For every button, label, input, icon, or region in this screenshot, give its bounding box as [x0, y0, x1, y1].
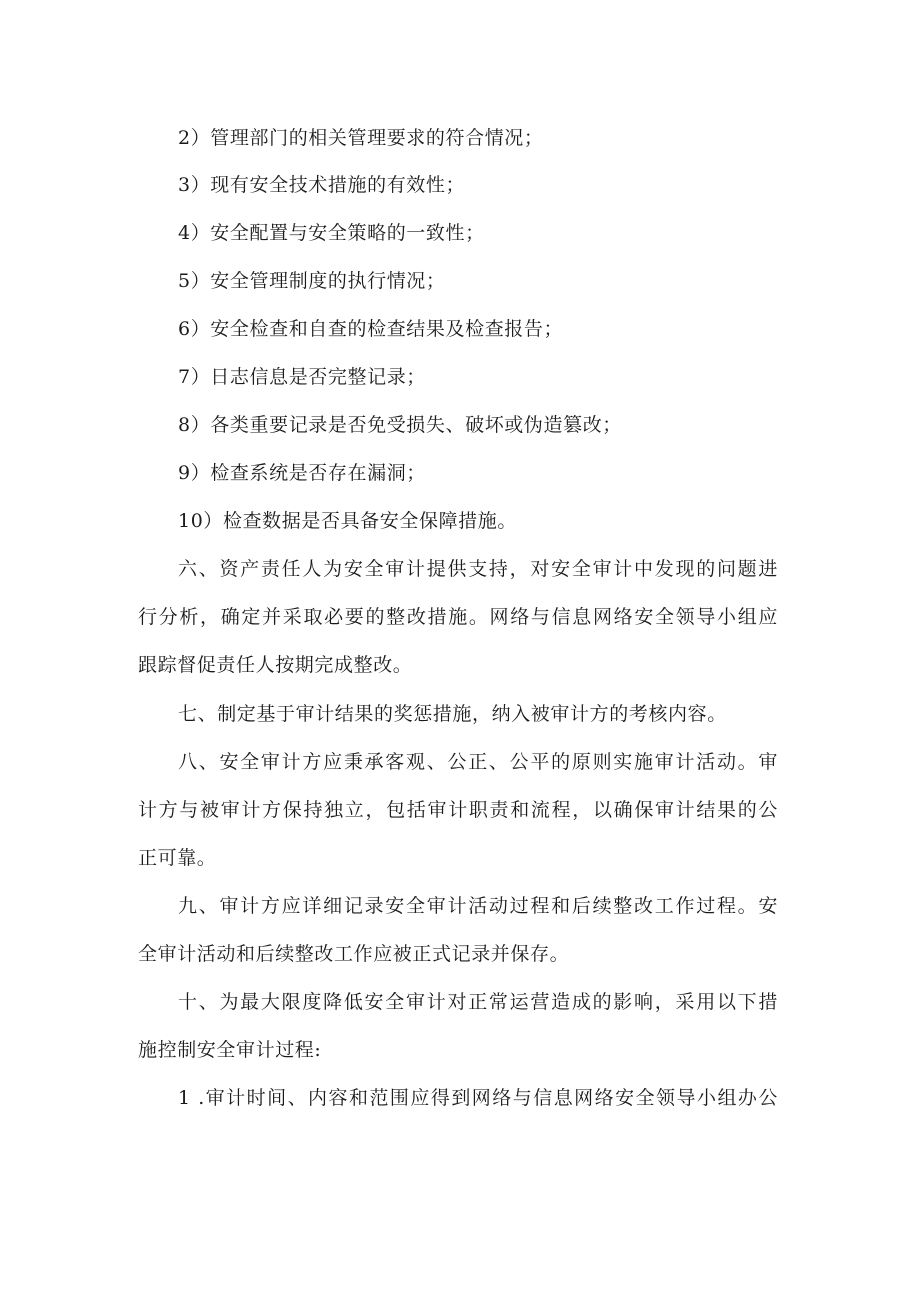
paragraph-ten-line-2: 施控制安全审计过程:	[138, 1039, 322, 1061]
paragraph-eight-line-3: 正可靠。	[138, 847, 217, 869]
paragraph-nine-line-1: 九、审计方应详细记录安全审计活动过程和后续整改工作过程。安	[178, 895, 778, 917]
paragraph-ten-line-1: 十、为最大限度降低安全审计对正常运营造成的影响，采用以下措	[178, 991, 778, 1013]
paragraph-eight-line-1: 八、安全审计方应秉承客观、公正、公平的原则实施审计活动。审	[178, 751, 778, 773]
list-item-9: 9）检查系统是否存在漏洞；	[178, 462, 426, 484]
list-item-8: 8）各类重要记录是否免受损失、破坏或伪造篡改；	[178, 414, 622, 436]
list-item-2: 2）管理部门的相关管理要求的符合情况；	[178, 127, 544, 149]
paragraph-eight-line-2: 计方与被审计方保持独立，包括审计职责和流程，以确保审计结果的公	[138, 799, 778, 821]
list-item-10: 10）检查数据是否具备安全保障措施。	[178, 510, 517, 532]
list-item-4: 4）安全配置与安全策略的一致性；	[178, 222, 485, 244]
list-item-7: 7）日志信息是否完整记录；	[178, 366, 426, 388]
paragraph-six-line-1: 六、资产责任人为安全审计提供支持，对安全审计中发现的问题进	[178, 558, 778, 580]
list-item-6: 6）安全检查和自查的检查结果及检查报告；	[178, 318, 564, 340]
paragraph-seven: 七、制定基于审计结果的奖惩措施，纳入被审计方的考核内容。	[178, 703, 727, 725]
paragraph-six-line-3: 跟踪督促责任人按期完成整改。	[138, 654, 413, 676]
paragraph-six-line-2: 行分析，确定并采取必要的整改措施。网络与信息网络安全领导小组应	[138, 606, 778, 628]
list-item-3: 3）现有安全技术措施的有效性；	[178, 174, 466, 196]
subitem-1: 1 .审计时间、内容和范围应得到网络与信息网络安全领导小组办公	[178, 1087, 778, 1109]
paragraph-nine-line-2: 全审计活动和后续整改工作应被正式记录并保存。	[138, 943, 570, 965]
list-item-5: 5）安全管理制度的执行情况；	[178, 270, 446, 292]
